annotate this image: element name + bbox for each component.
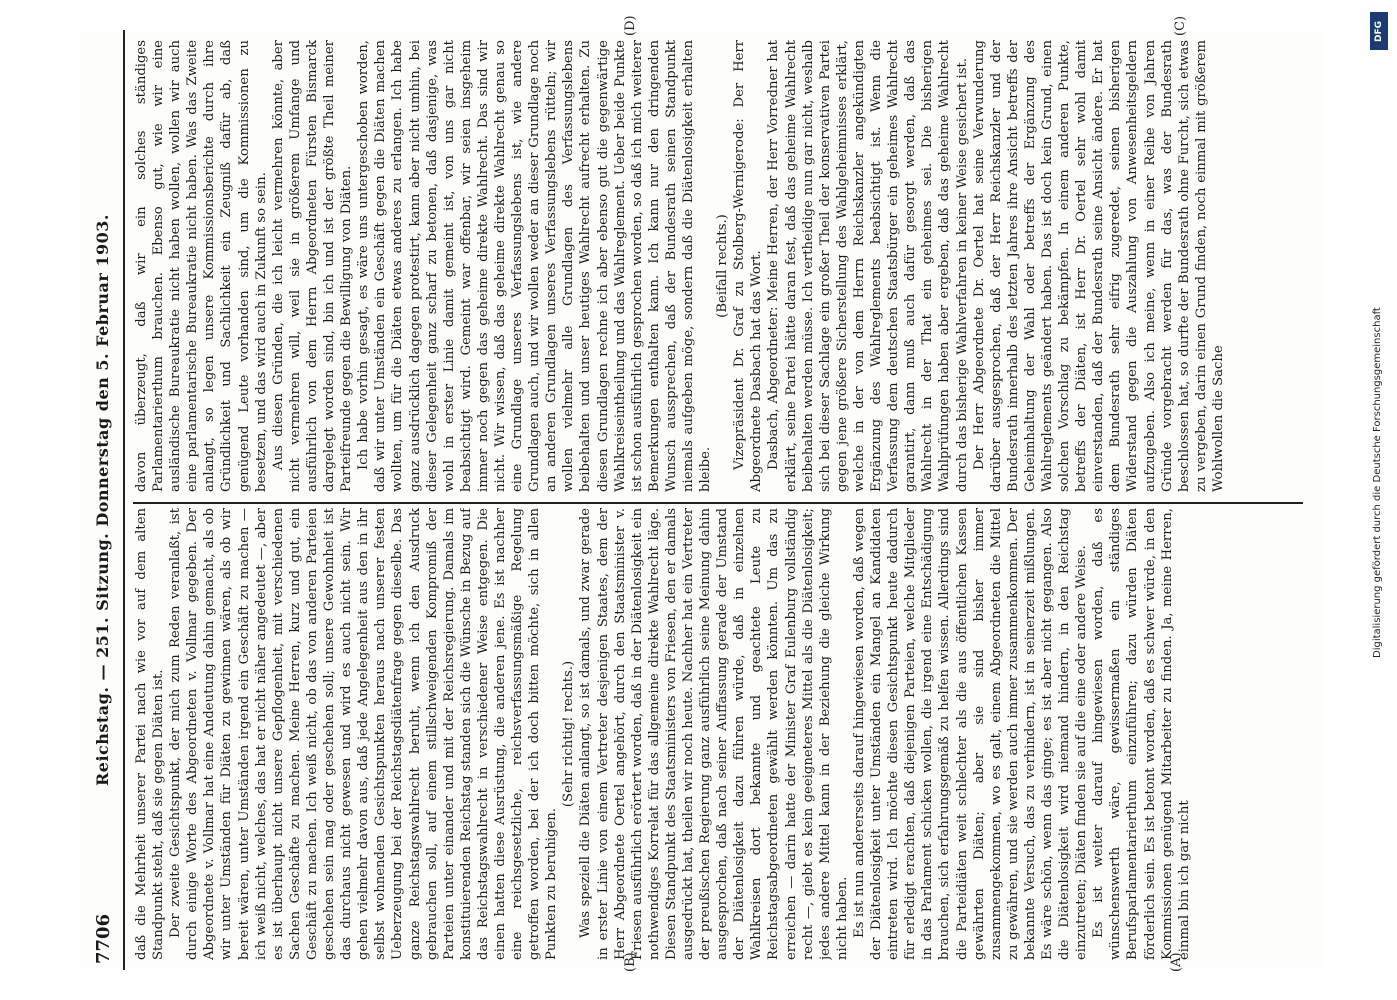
printed-sheet (73, 15, 1323, 972)
margin-marker-b: (B) (623, 952, 638, 972)
paragraph: davon überzeugt, daß wir ein solches ständiges Parlamentarierthum brauchen. Ebenso gut, wie wir eine ausländische Bureaukratie nicht haben wollen, wollen wir auch eine parlamentarische Bureaukratie nicht haben. Was das Zweite anlangt, so legen unsere Kommissionsberichte durch ihre Gründlichkeit und Sachlichkeit ein Zeugniß dafür ab, daß genügend Leute vorhanden sind, um die Kommissionen zu besetzen, und das wird auch in Zukunft so sein. (134, 40, 269, 492)
paragraph: Ich habe vorhin gesagt, es wäre uns untergeschoben worden, daß wir unter Umständen ein Geschäft gegen die Diäten machen wollten, um für die Diäten etwas anderes zu erlangen. Ich habe ganz ausdrücklich dagegen protestirt, kann aber nicht umhin, bei dieser Gelegenheit ganz scharf zu betonen, daß dasjenige, was wohl in erster Linie damit gemeint ist, von uns gar nicht beabsichtigt wird. Gemeint war offenbar, wir seien insgeheim immer noch gegen das geheime direkte Wahlrecht. Das sind wir nicht. Wir wissen, daß das geheime direkte Wahlrecht genau so eine Grundlage unseres Verfassungslebens ist, wie andere Grundlagen auch, und wir wollen weder an dieser Grundlage noch an anderen Grundlagen unseres Verfassungslebens rütteln; wir wollen vielmehr alle Grundlagen des Verfassungslebens beibehalten und unser heutiges Wahlrecht aufrecht erhalten. Zu diesen Grundlagen rechne ich aber ebenso gut die gegenwärtige Wahlkreiseintheilung und das Wahlreglement. Ueber beide Punkte ist schon ausführlich gesprochen worden, so daß ich mich weiterer Bemerkungen enthalten kann. Ich kann nur den dringenden Wunsch aussprechen, daß der Bundesrath seinen Standpunkt niemals aufgeben möge, sondern daß die Diätenlosigkeit erhalten bleibe. (356, 40, 714, 492)
paragraph: Der Herr Abgeordnete Dr. Oertel hat seine Verwunderung darüber ausgesprochen, daß der Herr Reichskanzler und der Bundesrath innerhalb des letzten Jahres ihre Ansicht betreffs der Geheimhaltung der Wahl oder betreffs der Ergänzung des Wahlreglements geändert haben. Das ist doch kein Grund, einen solchen Vorschlag zu bekämpfen. In einem anderen Punkte, betreffs der Diäten, ist Herr Dr. Oertel sehr wohl damit einverstanden, daß der Bundesrath seine Ansicht ändere. Er hat dem Bundesrath sehr eifrig zugeredet, seinen bisherigen Widerstand gegen die Auszahlung von Anwesenheitsgeldern aufzugeben. Also ich meine, wenn in einer Reihe von Jahren Gründe vorgebracht werden für das, was der Bundesrath beschlossen hat, so durfte der Bundesrath ohne Furcht, sich etwas zu vergeben, darin einen Grund finden, noch einmal mit größerem Wohlwollen die Sache (971, 40, 1226, 492)
dfg-logo: DFG (1370, 12, 1388, 50)
paragraph: (Sehr richtig! rechts.) (561, 660, 577, 808)
paragraph: (Beifall rechts.) (715, 214, 731, 318)
text-column-left (133, 508, 1303, 960)
margin-marker-a: (A) (1169, 952, 1184, 972)
running-title: Reichstag. — 251. Sitzung. Donnerstag den 5. Februar 1903. (93, 214, 112, 787)
paragraph: daß die Mehrheit unserer Partei nach wie vor auf dem alten Standpunkt steht, daß sie gegen Diäten ist. (134, 508, 167, 960)
paragraph: Der zweite Gesichtspunkt, der mich zum Reden veranlaßt, ist durch einige Worte des Abgeordneten v. Vollmar gegeben. Der Abgeordnete v. Vollmar hat eine Andeutung dahin gemacht, als ob wir unter Umständen für Diäten zu gewinnen wären, als ob wir bereit wären, unter Umständen irgend ein Geschäft zu machen — ich weiß nicht, welches, das hat er nicht näher angedeutet —, aber es ist überhaupt nicht unsere Gepflogenheit, mit verschiedenen Sachen Geschäfte zu machen. Meine Herren, kurz und gut, ein Geschäft zu machen. Ich weiß nicht, ob das von anderen Parteien geschehen sein mag oder geschehen soll; unsere Gewohnheit ist das durchaus nicht gewesen und wird es auch nicht sein. Wir gehen vielmehr davon aus, daß jede Angelegenheit aus den in ihr selbst wohnenden Gesichtspunkten heraus nach unserer festen Ueberzeugung bei der Reichstagsdiätenfrage gegen dieselbe. Das ganze Reichstagswahlrecht beruht, wenn ich den Ausdruck gebrauchen soll, auf einem stillschweigenden Kompromiß der Parteien unter einander und mit der Reichsregierung. Damals im konstituierenden Reichstag standen sich die Wünsche in Bezug auf das Reichstagswahlrecht in verschiedener Weise entgegen. Die einen hatten diese Ausrüstung, die anderen jene. Es ist nachher eine reichsgesetzliche, reichsverfassungsmäßige Regelung getroffen worden, bei der ich doch bitten möchte, sich in allen Punkten zu beruhigen. (168, 508, 560, 960)
column-divider (133, 502, 1303, 504)
paragraph: Aus diesen Gründen, die ich leicht vermehren könnte, aber nicht vermehren will, weil sie in größerem Umfange und ausführlich von dem Herrn Abgeordneten Fürsten Bismarck dargelegt worden sind, bin ich und ist der größte Theil meiner Parteifreunde gegen die Bewilligung von Diäten. (270, 40, 355, 492)
paragraph: Vizepräsident Dr. Graf zu Stolberg-Wernigerode: Der Herr Abgeordnete Dasbach hat das Wort. (732, 40, 765, 492)
paragraph: Es ist nun andererseits darauf hingewiesen worden, daß wegen der Diätenlosigkeit unter Umständen ein Mangel an Kandidaten eintreten wird. Ich möchte diesen Gesichtspunkt heute dadurch für erledigt erachten, daß diejenigen Parteien, welche Mitglieder in das Parlament schicken wollen, die irgend eine Entschädigung brauchen, sich erfahrungsgemäß zu helfen wissen. Allerdings sind die Parteidiäten weit schlechter als die aus öffentlichen Kassen gewährten Diäten; aber sie sind bisher immer zusammengekommen, wo es galt, einem Abgeordneten die Mittel zu gewähren, und sie werden auch immer zusammenkommen. Der bekannte Versuch, das zu verhindern, ist in seinerzeit mißlungen. Es wäre schön, wenn das ginge; es ist aber nicht gegangen. Also die Diätenlosigkeit wird niemand hindern, in den Reichstag einzutreten; Diäten finden sie auf die eine oder andere Weise. (851, 508, 1090, 960)
paragraph: Was speziell die Diäten anlangt, so ist damals, und zwar gerade in erster Linie von einem Vertreter desjenigen Staates, dem der Herr Abgeordnete Oertel angehört, durch den Staatsminister v. Friesen ausführlich erörtert worden, daß in der Diätenlosigkeit ein nothwendiges Korrelat für das allgemeine direkte Wahlrecht läge. Diesen Standpunkt des Staatsministers von Friesen, den er damals ausgedrückt hat, theilen wir noch heute. Nachher hat ein Vertreter der preußischen Regierung ganz ausführlich seine Meinung dahin ausgesprochen, daß nach seiner Auffassung gerade der Umstand der Diätenlosigkeit dazu führen würde, daß in einzelnen Wahlkreisen dort bekannte und geachtete Leute zu Reichstagsabgeordneten gewählt werden könnten. Um das zu erreichen — darin hatte der Minister Graf Eulenburg vollständig recht —, giebt es kein geeigneteres Mittel als die Diätenlosigkeit; jedes andere Mittel kann in der Beziehung die gleiche Wirkung nicht haben. (578, 508, 850, 960)
paragraph: Es ist weiter darauf hingewiesen worden, daß es wünschenswerth wäre, gewissermaßen ein ständiges Berufsparlamentarierthum einzuführen; dazu würden Diäten förderlich sein. Es ist betont worden, daß es schwer würde, in den Kommissionen genügend Mitarbeiter zu finden. Ja, meine Herren, einmal bin ich gar nicht (1091, 508, 1192, 960)
digitization-credit (1368, 12, 1390, 972)
paragraph: Dasbach, Abgeordneter: Meine Herren, der Herr Vorredner hat erklärt, seine Partei hätte daran fest, daß das geheime Wahlrecht beibehalten werden müsse. Ich vertheidige nun gar nicht, weshalb sich bei dieser Sachlage ein großer Theil der konservativen Partei gegen jene größere Sicherstellung des Wahlgeheimnisses erklärt, welche in der von dem Herrn Reichskanzler angekündigten Ergänzung des Wahlreglements beabsichtigt ist. Wenn die Verfassung dem deutschen Staatsbürger ein geheimes Wahlrecht garantirt, dann muß auch dafür gesorgt werden, daß das Wahlrecht in der That ein geheimes sei. Die bisherigen Wahlprüfungen haben aber ergeben, daß das geheime Wahlrecht durch das bisherige Wahlverfahren in keiner Weise gesichert ist. (766, 40, 970, 492)
page-number: 7706 (93, 913, 114, 964)
margin-marker-c: (C) (1173, 15, 1188, 36)
credit-text: Digitalisierung gefördert durch die Deutsche Forschungsgemeinschaft (1372, 307, 1383, 658)
margin-marker-d: (D) (623, 15, 638, 36)
header-rule (123, 30, 125, 970)
text-column-right (133, 40, 1303, 492)
